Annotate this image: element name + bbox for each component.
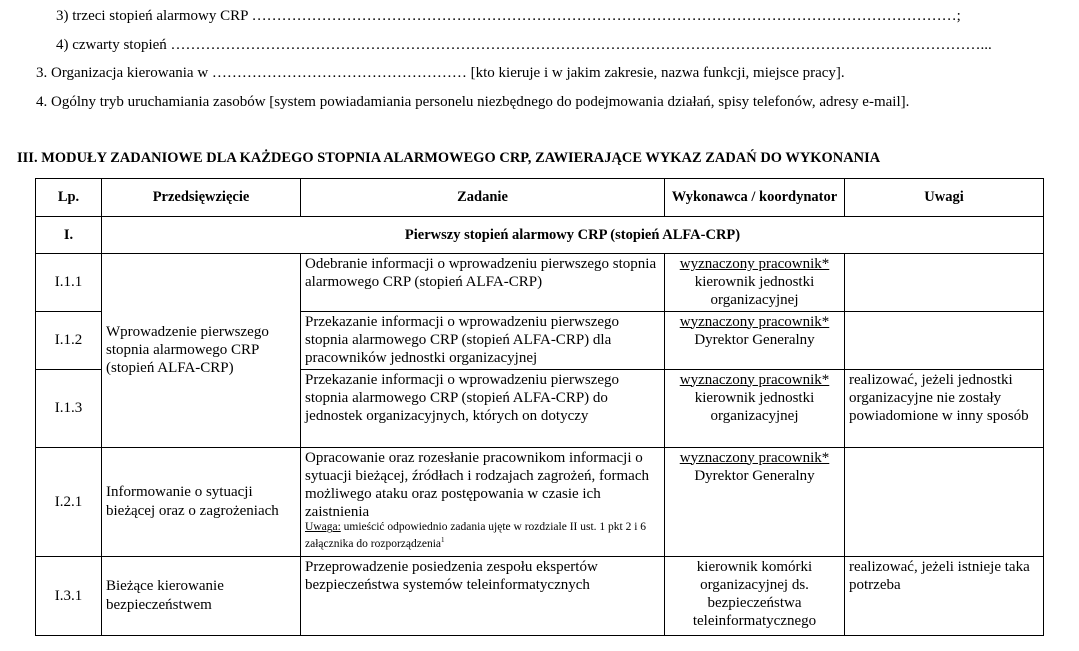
- tasks-table: [35, 178, 1044, 636]
- wykonawca-underlined: wyznaczony pracownik*: [679, 256, 830, 272]
- row-lp: I.1.2: [36, 311, 102, 369]
- row-uwagi: [845, 311, 1044, 369]
- wykonawca-text: kierownik jednostki organizacyjnej: [694, 389, 815, 425]
- section-title: Pierwszy stopień alarmowy CRP (stopień ALFA-CRP): [102, 217, 1044, 254]
- wykonawca-underlined: wyznaczony pracownik*: [679, 313, 830, 330]
- row-uwagi: [845, 447, 1044, 556]
- row-przedsiewziecie: Wprowadzenie pierwszego stopnia alarmowego CRP (stopień ALFA-CRP): [102, 254, 301, 448]
- wykonawca-text: kierownik jednostki organizacyjnej: [694, 274, 815, 309]
- paragraph-4: 4. Ogólny tryb uruchamiania zasobów [system powiadamiania personelu niezbędnego do podejmowania działań, spisy telefonów, adresy e-mail].: [36, 94, 910, 110]
- row-wykonawca: kierownik komórki organizacyjnej ds. bezpieczeństwa teleinformatycznego: [665, 556, 845, 635]
- section-heading: III. MODUŁY ZADANIOWE DLA KAŻDEGO STOPNIA ALARMOWEGO CRP, ZAWIERAJĄCE WYKAZ ZADAŃ DO WYKONANIA: [17, 150, 881, 166]
- zadanie-note: [305, 521, 660, 551]
- wykonawca-text: Dyrektor Generalny: [694, 467, 815, 484]
- row-zadanie: Odebranie informacji o wprowadzeniu pierwszego stopnia alarmowego CRP (stopień ALFA-CRP): [301, 254, 665, 312]
- section-lp: I.: [36, 217, 102, 254]
- wykonawca-underlined: wyznaczony pracownik*: [679, 449, 830, 466]
- row-wykonawca: [665, 311, 845, 369]
- header-wykonawca: Wykonawca / koordynator: [665, 179, 845, 217]
- row-zadanie: Przeprowadzenie posiedzenia zespołu ekspertów bezpieczeństwa systemów teleinformatycznych: [301, 556, 665, 635]
- row-przedsiewziecie: Informowanie o sytuacji bieżącej oraz o zagrożeniach: [102, 447, 301, 556]
- row-przedsiewziecie: Bieżące kierowanie bezpieczeństwem: [102, 556, 301, 635]
- header-uwagi: Uwagi: [845, 179, 1044, 217]
- header-lp: Lp.: [36, 179, 102, 217]
- row-wykonawca: [665, 447, 845, 556]
- row-lp: I.2.1: [36, 447, 102, 556]
- row-lp: I.1.3: [36, 369, 102, 447]
- row-uwagi: realizować, jeżeli jednostki organizacyjne nie zostały powiadomione w inny sposób: [845, 369, 1044, 447]
- row-wykonawca: [665, 369, 845, 447]
- row-zadanie: Przekazanie informacji o wprowadzeniu pierwszego stopnia alarmowego CRP (stopień ALFA-CRP) dla pracowników jednostki organizacyjnej: [301, 311, 665, 369]
- table-row: [36, 447, 1044, 556]
- note-text: umieścić odpowiednio zadania ujęte w rozdziale II ust. 1 pkt 2 i 6 załącznika do rozporządzenia: [305, 521, 647, 551]
- header-przedsiewziecie: Przedsięwzięcie: [102, 179, 301, 217]
- row-wykonawca: [665, 254, 845, 312]
- row-lp: I.1.1: [36, 254, 102, 312]
- footnote-mark: 1: [441, 536, 445, 545]
- table-row: [36, 556, 1044, 635]
- wykonawca-text: Dyrektor Generalny: [694, 331, 815, 348]
- header-zadanie: Zadanie: [301, 179, 665, 217]
- zadanie-text: Opracowanie oraz rozesłanie pracownikom informacji o sytuacji bieżącej, źródłach i rodzajach zagrożeń, formach możliwego ataku oraz postępowania w czasie ich zaistnienia: [305, 449, 649, 521]
- table-header-row: [36, 179, 1044, 217]
- row-zadanie: Przekazanie informacji o wprowadzeniu pierwszego stopnia alarmowego CRP (stopień ALFA-CRP) do jednostek organizacyjnych, których on dotyczy: [301, 369, 665, 447]
- list-item-level-3: 3) trzeci stopień alarmowy CRP ……………………………………………………………………………………………………………………………;: [56, 8, 961, 24]
- row-uwagi: realizować, jeżeli istnieje taka potrzeba: [845, 556, 1044, 635]
- row-lp: I.3.1: [36, 556, 102, 635]
- section-row: [36, 217, 1044, 254]
- list-item-level-4: 4) czwarty stopień ………………………………………………………………………………………………………………………………………………...: [56, 37, 992, 53]
- row-uwagi: [845, 254, 1044, 312]
- note-label: Uwaga:: [305, 521, 341, 534]
- paragraph-3: 3. Organizacja kierowania w …………………………………………… [kto kieruje i w jakim zakresie, nazwa funkcji, miejsce pracy].: [36, 65, 845, 81]
- row-zadanie: [301, 447, 665, 556]
- wykonawca-underlined: wyznaczony pracownik*: [679, 371, 830, 388]
- table-row: [36, 254, 1044, 312]
